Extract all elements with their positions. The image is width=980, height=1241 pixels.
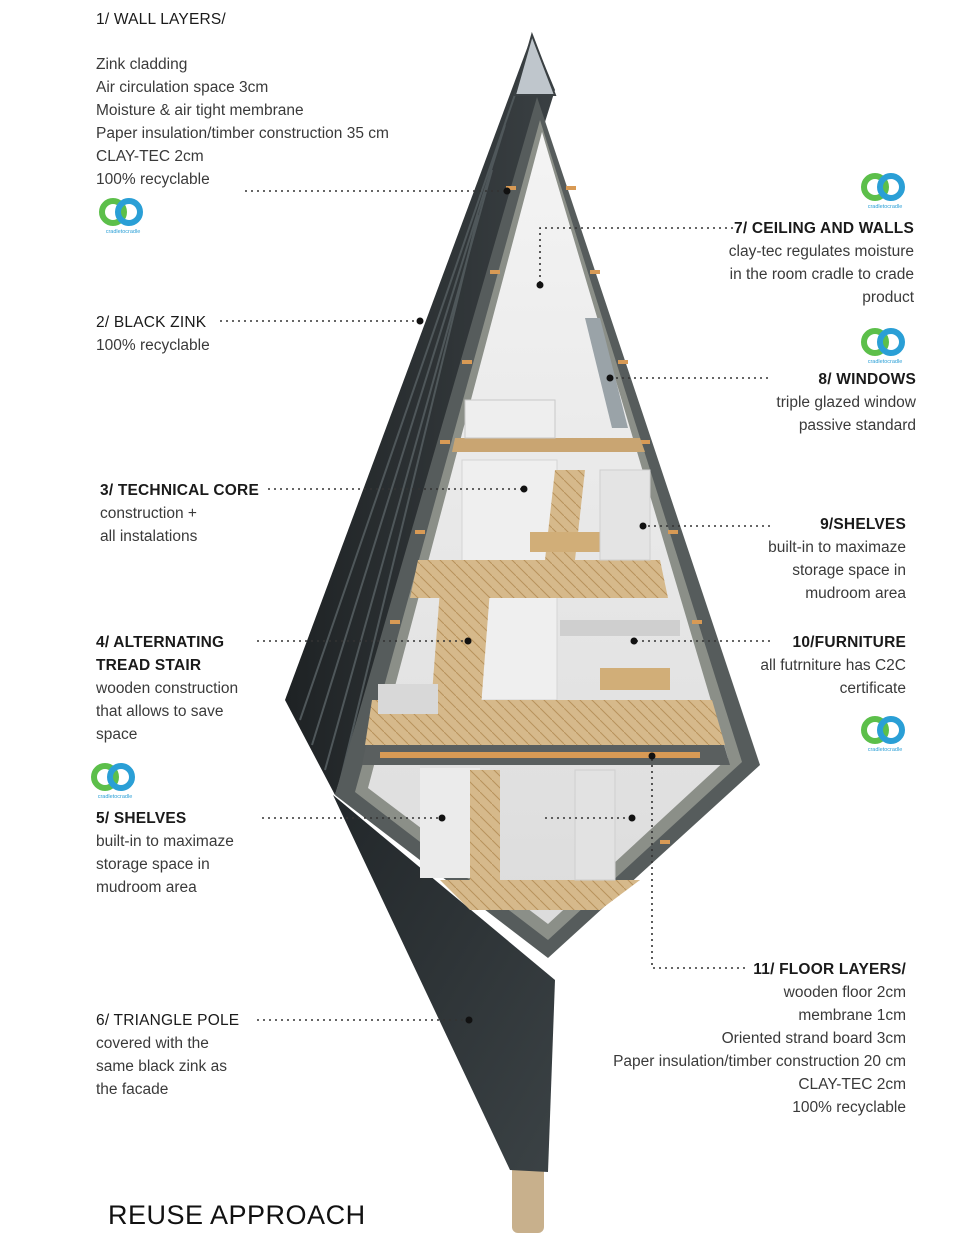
label-title: 6/ TRIANGLE POLE: [96, 1012, 240, 1029]
badge-text: cradletocradle: [867, 359, 903, 365]
label-shelves-right: [768, 513, 906, 605]
label-line: CLAY-TEC 2cm: [96, 148, 204, 165]
label-line: wooden floor 2cm: [783, 984, 906, 1001]
label-line: 100% recyclable: [96, 337, 210, 354]
label-line: CLAY-TEC 2cm: [798, 1076, 906, 1093]
label-line: certificate: [839, 680, 906, 697]
label-line: all futrniture has C2C: [760, 657, 906, 674]
label-line: mudroom area: [96, 879, 197, 896]
label-title: 9/SHELVES: [820, 516, 906, 533]
cradle-to-cradle-logo: [855, 325, 915, 365]
kitchen-counter: [560, 620, 680, 636]
cradle-to-cradle-logo: [85, 760, 145, 800]
label-line: mudroom area: [805, 585, 906, 602]
label-line: 100% recyclable: [96, 171, 210, 188]
label-line: in the room cradle to crade: [729, 266, 914, 283]
badge-text: cradletocradle: [97, 794, 133, 800]
label-windows: [776, 368, 916, 437]
label-line: product: [862, 289, 914, 306]
label-line: built-in to maximaze: [96, 833, 234, 850]
label-line: all instalations: [100, 528, 198, 545]
label-line: wooden construction: [96, 680, 239, 697]
label-furniture: [760, 631, 906, 700]
label-line: covered with the: [96, 1035, 209, 1052]
label-line: Air circulation space 3cm: [96, 79, 269, 96]
label-title: 3/ TECHNICAL CORE: [100, 482, 259, 499]
label-title-2: TREAD STAIR: [96, 657, 202, 674]
label-triangle-pole: [96, 1009, 239, 1101]
label-title: 5/ SHELVES: [96, 810, 187, 827]
bed: [465, 400, 555, 438]
mudroom-floor: [440, 880, 640, 910]
badge-text: cradletocradle: [105, 229, 141, 235]
label-wall-layers: [96, 8, 389, 191]
label-line: storage space in: [96, 856, 210, 873]
label-shelves-left: [96, 807, 234, 899]
label-technical-core: [100, 479, 259, 548]
lower-shelves: [575, 770, 615, 880]
label-title: 8/ WINDOWS: [818, 371, 916, 388]
label-line: passive standard: [798, 417, 916, 434]
badge-text: cradletocradle: [867, 747, 903, 753]
cradle-to-cradle-logo: [855, 170, 915, 210]
label-line: Zink cladding: [96, 56, 188, 73]
label-line: that allows to save: [96, 703, 224, 720]
label-black-zink: [96, 311, 210, 357]
label-alternating-stair: [96, 631, 238, 746]
label-title: 1/ WALL LAYERS/: [96, 11, 226, 28]
label-ceiling-walls: [729, 217, 914, 309]
label-title: 10/FURNITURE: [792, 634, 906, 651]
sofa: [378, 684, 438, 714]
label-line: the facade: [96, 1081, 169, 1098]
label-line: construction +: [100, 505, 197, 522]
upper-floor-slab: [452, 438, 645, 452]
label-line: membrane 1cm: [798, 1007, 906, 1024]
dining-table-upper: [530, 532, 600, 552]
shelves-right: [600, 470, 650, 560]
label-title: 4/ ALTERNATING: [96, 634, 225, 651]
footer-title: REUSE APPROACH: [108, 1200, 366, 1230]
label-floor-layers: [613, 958, 906, 1119]
label-title: 11/ FLOOR LAYERS/: [753, 961, 906, 978]
cradle-to-cradle-logo: [93, 195, 153, 235]
label-title: 7/ CEILING AND WALLS: [734, 220, 914, 237]
label-line: space: [96, 726, 138, 743]
label-line: clay-tec regulates moisture: [728, 243, 914, 260]
dining-table: [600, 668, 670, 690]
lower-stair: [470, 770, 500, 880]
wooden-post: [512, 1165, 544, 1233]
label-line: Oriented strand board 3cm: [721, 1030, 906, 1047]
label-line: Paper insulation/timber construction 20 cm: [613, 1053, 906, 1070]
badge-text: cradletocradle: [867, 204, 903, 210]
label-line: built-in to maximaze: [768, 539, 906, 556]
label-line: 100% recyclable: [792, 1099, 906, 1116]
label-line: storage space in: [792, 562, 906, 579]
label-line: same black zink as: [96, 1058, 227, 1075]
label-line: Moisture & air tight membrane: [96, 102, 304, 119]
label-line: triple glazed window: [776, 394, 916, 411]
cradle-to-cradle-logo: [855, 713, 915, 753]
label-line: Paper insulation/timber construction 35 cm: [96, 125, 389, 142]
label-title: 2/ BLACK ZINK: [96, 314, 207, 331]
